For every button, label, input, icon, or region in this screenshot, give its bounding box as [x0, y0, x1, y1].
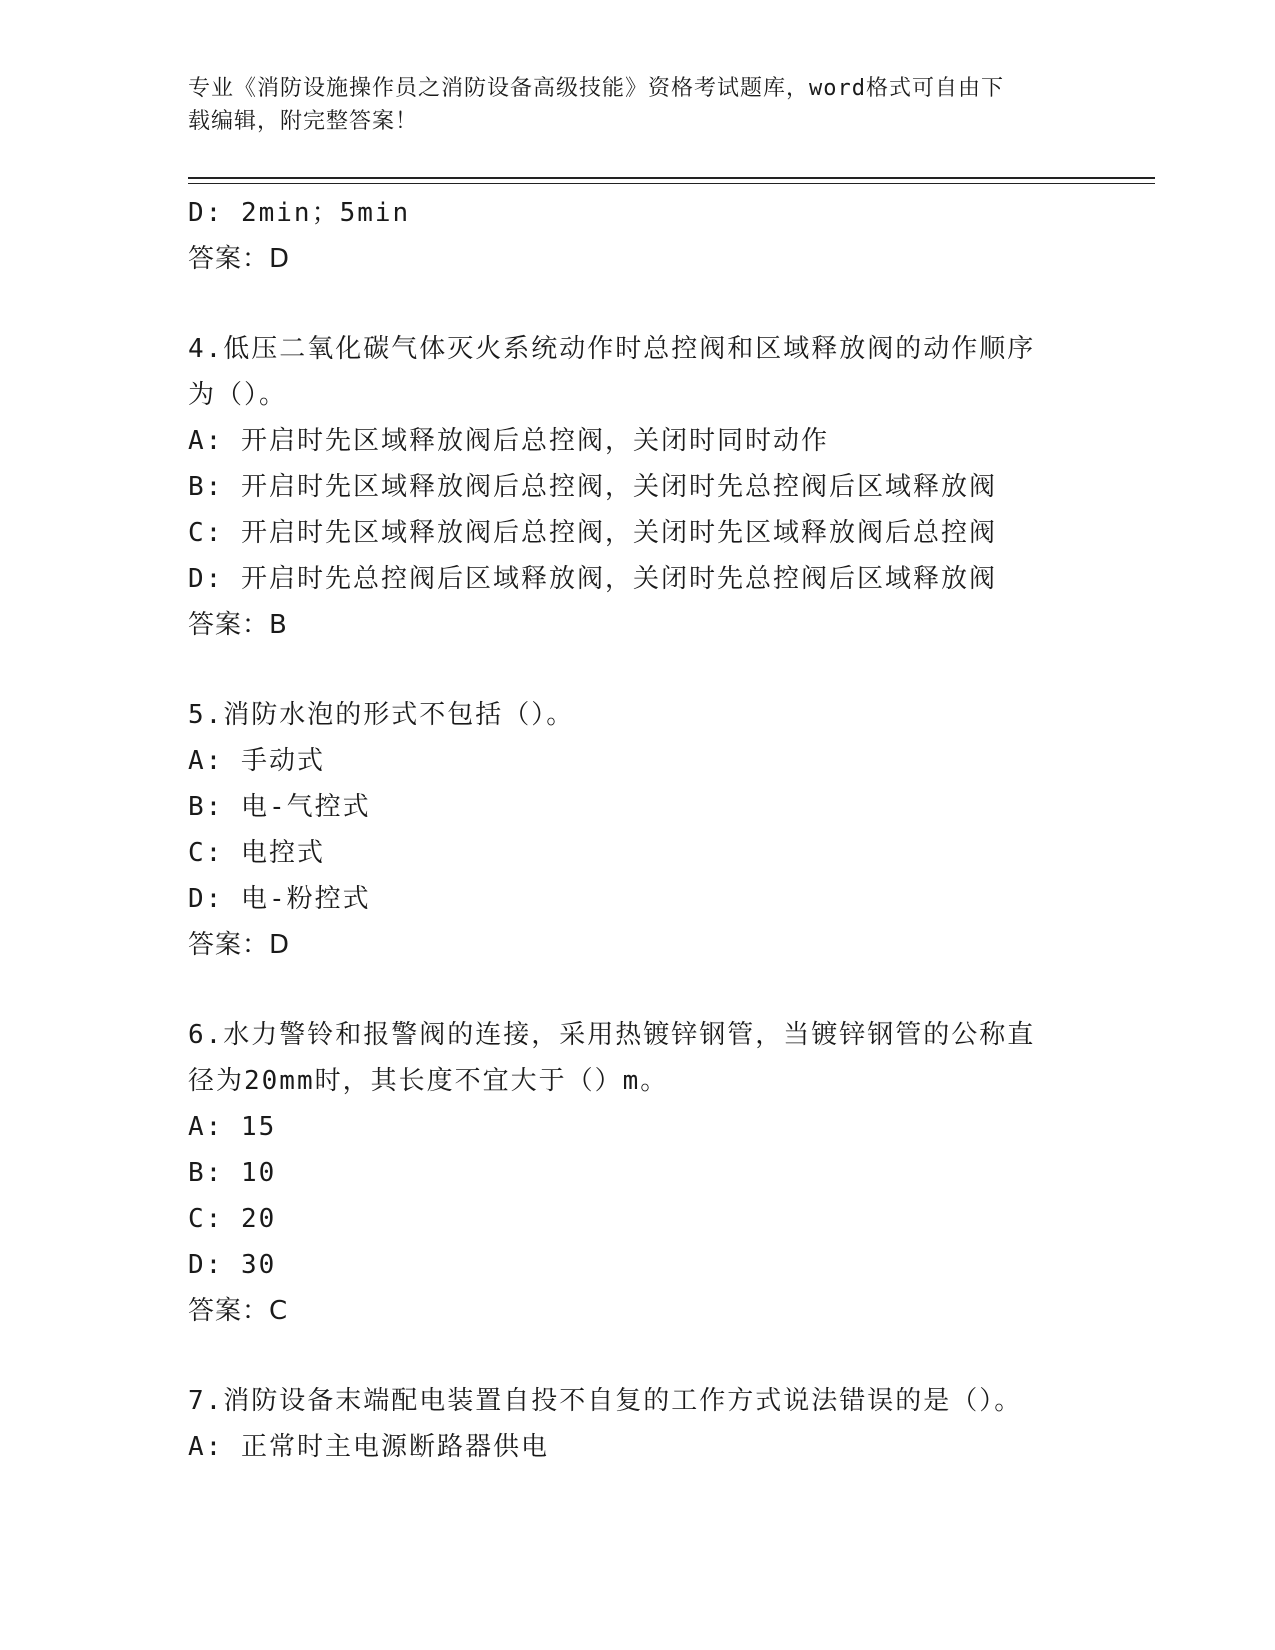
spacer — [188, 968, 1148, 1012]
option-a: A: 手动式 — [188, 746, 325, 776]
option-c: C: 20 — [188, 1204, 277, 1234]
question-stem-continued: 为（）。 — [188, 380, 288, 410]
option-c: C: 电控式 — [188, 838, 325, 868]
option-d: D: 开启时先总控阀后区域释放阀，关闭时先总控阀后区域释放阀 — [188, 564, 997, 594]
option-a: A: 开启时先区域释放阀后总控阀，关闭时同时动作 — [188, 426, 829, 456]
question-stem: 6.水力警铃和报警阀的连接，采用热镀锌钢管，当镀锌钢管的公称直 — [188, 1020, 1036, 1050]
answer-line: 答案：D — [188, 930, 291, 960]
option-c: C: 开启时先区域释放阀后总控阀，关闭时先区域释放阀后总控阀 — [188, 518, 997, 548]
spacer — [188, 1334, 1148, 1378]
answer-line: 答案：D — [188, 244, 291, 274]
header-line-2: 载编辑，附完整答案！ — [188, 109, 419, 134]
answer-line: 答案：B — [188, 610, 288, 640]
option-b: B: 电-气控式 — [188, 792, 371, 822]
header-divider-thin — [188, 183, 1155, 184]
question-5 — [188, 692, 1148, 968]
question-stem: 7.消防设备末端配电装置自投不自复的工作方式说法错误的是（）。 — [188, 1386, 1023, 1416]
question-stem-continued: 径为20mm时，其长度不宜大于（）m。 — [188, 1066, 669, 1096]
spacer — [188, 648, 1148, 692]
spacer — [188, 282, 1148, 326]
option-d: D: 2min；5min — [188, 198, 411, 228]
previous-question-tail — [188, 190, 1148, 282]
option-d: D: 30 — [188, 1250, 277, 1280]
question-4 — [188, 326, 1148, 648]
option-b: B: 开启时先区域释放阀后总控阀，关闭时先总控阀后区域释放阀 — [188, 472, 997, 502]
option-b: B: 10 — [188, 1158, 277, 1188]
answer-line: 答案：C — [188, 1296, 289, 1326]
header-line-1: 专业《消防设施操作员之消防设备高级技能》资格考试题库，word格式可自由下 — [188, 76, 1004, 101]
question-6 — [188, 1012, 1148, 1334]
header-divider-thick — [188, 177, 1155, 179]
question-list — [188, 190, 1148, 1470]
question-stem: 4.低压二氧化碳气体灭火系统动作时总控阀和区域释放阀的动作顺序 — [188, 334, 1036, 364]
option-d: D: 电-粉控式 — [188, 884, 371, 914]
option-a: A: 正常时主电源断路器供电 — [188, 1432, 549, 1462]
document-header — [188, 72, 1088, 138]
option-a: A: 15 — [188, 1112, 277, 1142]
question-stem: 5.消防水泡的形式不包括（）。 — [188, 700, 575, 730]
question-7 — [188, 1378, 1148, 1470]
